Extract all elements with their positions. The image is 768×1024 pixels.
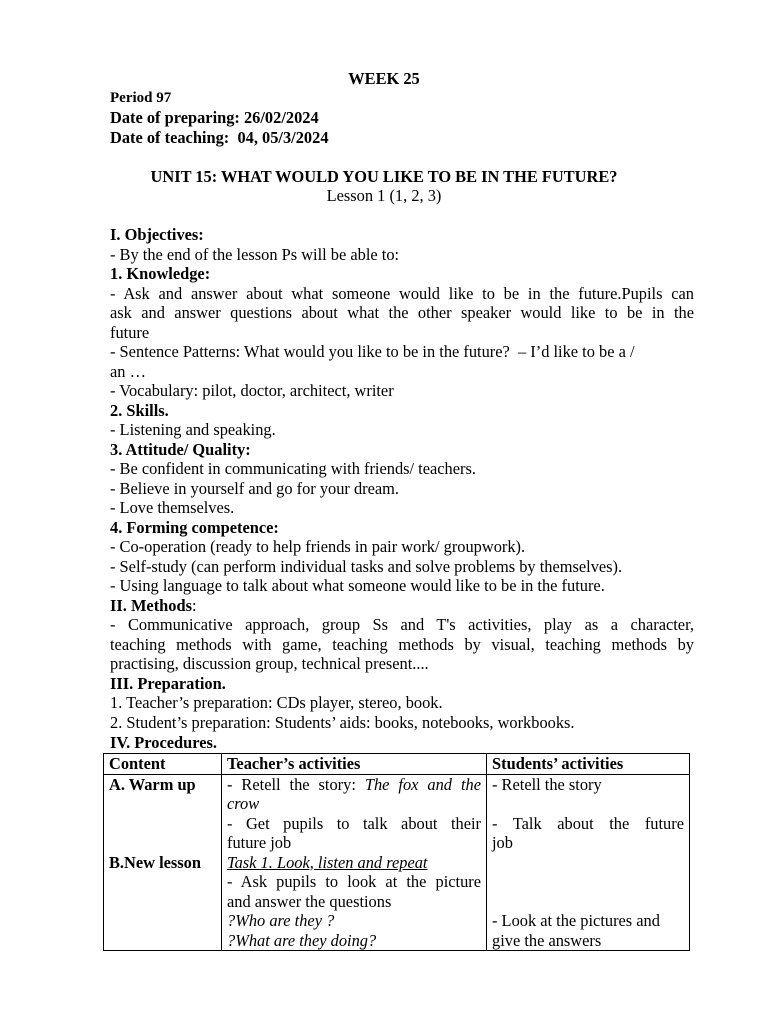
vocabulary-line: - Vocabulary: pilot, doctor, architect, writer <box>110 381 394 400</box>
warm-up-label: A. Warm up <box>109 774 196 794</box>
picture-activity-line-2: and answer the questions <box>227 891 392 911</box>
methods-line-2: teaching methods with game, teaching methods by visual, teaching methods by <box>110 635 694 654</box>
procedures-table <box>103 753 690 951</box>
competence-line-1: - Co-operation (ready to help friends in pair work/ groupwork). <box>110 537 526 556</box>
procedures-heading: IV. Procedures. <box>110 733 217 752</box>
patterns-line-2: an … <box>110 362 146 381</box>
look-response-line-1: - Look at the pictures and <box>492 911 660 930</box>
column-header-content: Content <box>104 754 222 775</box>
methods-colon: : <box>191 596 197 615</box>
retell-prefix: - Retell the story: <box>227 774 365 794</box>
future-job-activity-line-1: - Get pupils to talk about their <box>227 813 481 833</box>
objectives-intro: - By the end of the lesson Ps will be able to: <box>110 245 400 264</box>
preparation-heading: III. Preparation. <box>110 674 226 693</box>
retell-response: - Retell the story <box>492 774 602 794</box>
attitude-line-2: - Believe in yourself and go for your dream. <box>110 479 400 498</box>
talk-response-line-2: job <box>492 833 513 852</box>
retell-activity-line-1 <box>227 775 481 795</box>
students-activities-cell <box>487 774 690 951</box>
period-label: Period 97 <box>110 90 172 106</box>
attitude-line-1: - Be confident in communicating with friends/ teachers. <box>110 459 476 478</box>
skills-heading: 2. Skills. <box>110 401 169 420</box>
preparation-teacher: 1. Teacher’s preparation: CDs player, stereo, book. <box>110 693 443 712</box>
question-2: ?What are they doing? <box>227 930 377 950</box>
date-preparing: Date of preparing: 26/02/2024 <box>110 108 319 127</box>
knowledge-line-2: ask and answer questions about what the other speaker would like to be in the <box>110 303 694 322</box>
methods-heading-row <box>110 596 694 616</box>
methods-line-1: - Communicative approach, group Ss and T's activities, play as a character, <box>110 615 694 634</box>
attitude-heading: 3. Attitude/ Quality: <box>110 440 251 459</box>
objectives-heading: I. Objectives: <box>110 225 204 244</box>
lesson-subtitle: Lesson 1 (1, 2, 3) <box>326 186 442 205</box>
knowledge-line-1: - Ask and answer about what someone would like to be in the future.Pupils can <box>110 284 694 303</box>
date-teaching: Date of teaching: 04, 05/3/2024 <box>110 128 329 147</box>
unit-title: UNIT 15: WHAT WOULD YOU LIKE TO BE IN THE FUTURE? <box>150 167 618 186</box>
competence-heading: 4. Forming competence: <box>110 518 279 537</box>
content-cell <box>104 774 222 951</box>
look-response-line-2: give the answers <box>492 930 602 950</box>
knowledge-line-3: future <box>110 323 150 342</box>
competence-line-3: - Using language to talk about what someone would like to be in the future. <box>110 576 605 595</box>
attitude-line-3: - Love themselves. <box>110 498 235 517</box>
new-lesson-label: B.New lesson <box>109 852 201 872</box>
preparation-student: 2. Student’s preparation: Students’ aids: books, notebooks, workbooks. <box>110 713 575 732</box>
table-header-row <box>104 754 690 775</box>
competence-line-2: - Self-study (can perform individual tasks and solve problems by themselves). <box>110 557 623 576</box>
task-1-title: Task 1. Look, listen and repeat <box>227 852 428 872</box>
teacher-activities-cell <box>222 774 487 951</box>
picture-activity-line-1: - Ask pupils to look at the picture <box>227 872 481 891</box>
column-header-students: Students’ activities <box>487 754 690 775</box>
skills-line: - Listening and speaking. <box>110 420 276 439</box>
question-1: ?Who are they ? <box>227 911 335 930</box>
column-header-teacher: Teacher’s activities <box>222 754 487 775</box>
patterns-line-1: - Sentence Patterns: What would you like to be in the future? – I’d like to be a / <box>110 342 635 361</box>
knowledge-heading: 1. Knowledge: <box>110 264 211 283</box>
story-title-cont: crow <box>227 794 260 813</box>
talk-response-line-1: - Talk about the future <box>492 813 684 833</box>
methods-heading: II. Methods <box>110 596 192 615</box>
table-row <box>104 774 690 951</box>
methods-line-3: practising, discussion group, technical present.... <box>110 654 429 673</box>
week-heading: WEEK 25 <box>348 69 420 88</box>
story-title: The fox and the <box>364 774 481 794</box>
future-job-activity-line-2: future job <box>227 833 292 852</box>
